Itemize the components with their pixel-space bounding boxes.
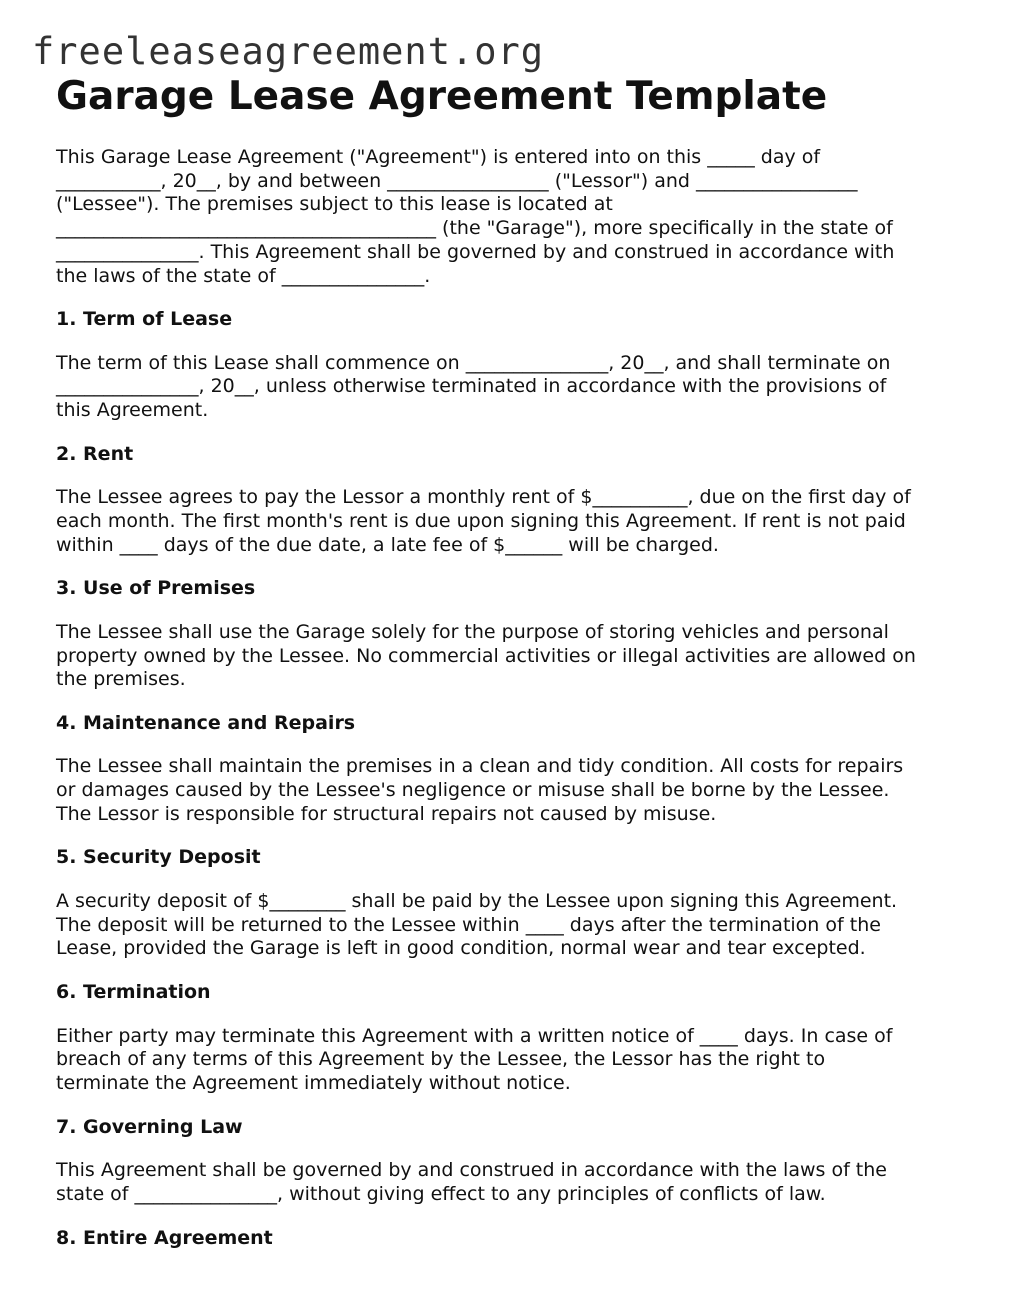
text-line: the laws of the state of _______________. [56, 264, 431, 287]
text-line: Lease, provided the Garage is left in good condition, normal wear and tear excepted. [56, 937, 866, 960]
section-heading: 7. Governing Law [56, 1115, 243, 1138]
text-line: The Lessee agrees to pay the Lessor a monthly rent of $__________, due on the first day of [56, 486, 911, 509]
text-line: A security deposit of $________ shall be paid by the Lessee upon signing this Agreement. [56, 890, 898, 913]
text-line: or damages caused by the Lessee's negligence or misuse shall be borne by the Lessee. [56, 779, 890, 802]
text-line: the premises. [56, 668, 186, 691]
section-paragraph [56, 1159, 976, 1206]
section-heading: 2. Rent [56, 442, 134, 465]
site-watermark: freeleaseagreement.org [32, 30, 545, 73]
sections [56, 308, 976, 1250]
text-line: breach of any terms of this Agreement by the Lessee, the Lessor has the right to [56, 1048, 826, 1071]
text-line: This Agreement shall be governed by and construed in accordance with the laws of the [56, 1159, 887, 1182]
text-line: _______________, 20__, unless otherwise terminated in accordance with the provisions of [56, 375, 887, 398]
section-heading: 8. Entire Agreement [56, 1226, 273, 1249]
section-heading: 1. Term of Lease [56, 308, 233, 331]
text-line: ("Lessee"). The premises subject to this lease is located at [56, 193, 613, 216]
text-line: The Lessor is responsible for structural repairs not caused by misuse. [56, 802, 717, 825]
section-heading: 4. Maintenance and Repairs [56, 711, 356, 734]
text-line: each month. The first month's rent is due upon signing this Agreement. If rent is not paid [56, 510, 906, 532]
text-line: ________________________________________ (the "Garage"), more specifically in the state of [56, 217, 893, 240]
section-heading: 6. Termination [56, 981, 211, 1004]
section-heading: 3. Use of Premises [56, 577, 256, 600]
text-line: ___________, 20__, by and between _________________ ("Lessor") and _________________ [56, 169, 858, 192]
section-paragraph [56, 486, 976, 557]
text-line: The Lessee shall use the Garage solely for the purpose of storing vehicles and personal [56, 620, 889, 643]
text-line: _______________. This Agreement shall be governed by and construed in accordance with [56, 240, 895, 263]
page-title: Garage Lease Agreement Template [56, 74, 828, 119]
section-paragraph [56, 621, 976, 692]
section-heading: 5. Security Deposit [56, 846, 261, 869]
text-line: The term of this Lease shall commence on _______________, 20__, and shall terminate on [56, 351, 891, 374]
text-line: property owned by the Lessee. No commercial activities or illegal activities are allowed on [56, 644, 916, 667]
text-line: This Garage Lease Agreement ("Agreement") is entered into on this _____ day of [56, 146, 821, 168]
text-line: state of _______________, without giving effect to any principles of conflicts of law. [56, 1182, 826, 1205]
section-paragraph [56, 352, 976, 423]
text-line: within ____ days of the due date, a late fee of $______ will be charged. [56, 533, 719, 556]
text-line: Either party may terminate this Agreement with a written notice of ____ days. In case of [56, 1024, 893, 1047]
intro-paragraph [56, 146, 976, 288]
section-paragraph [56, 755, 976, 826]
text-line: terminate the Agreement immediately without notice. [56, 1072, 571, 1095]
section-paragraph [56, 890, 976, 961]
text-line: The deposit will be returned to the Lessee within ____ days after the termination of the [56, 913, 881, 936]
text-line: The Lessee shall maintain the premises in a clean and tidy condition. All costs for repairs [56, 755, 904, 778]
text-line: this Agreement. [56, 399, 209, 422]
document-body [56, 146, 976, 1270]
section-paragraph [56, 1025, 976, 1096]
